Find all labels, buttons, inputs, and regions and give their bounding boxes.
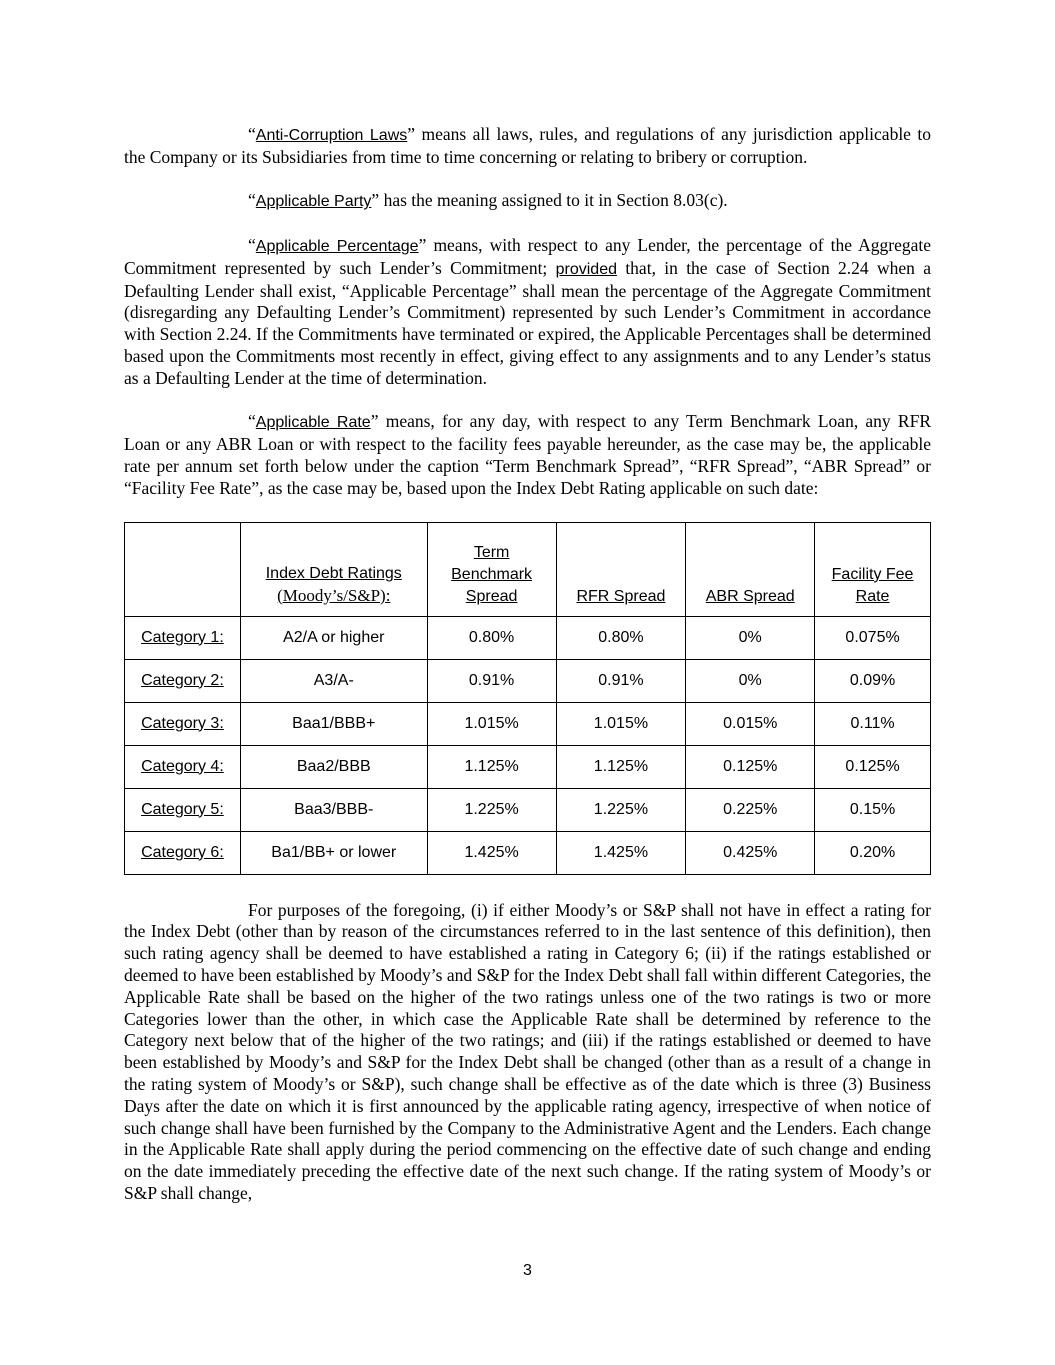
rating-cell: A2/A or higher (240, 616, 427, 659)
header-facility-fee-rate: Facility Fee Rate (815, 522, 931, 616)
rating-cell: A3/A- (240, 659, 427, 702)
abr-spread-cell: 0% (686, 616, 815, 659)
header-rfr-spread: RFR Spread (556, 522, 686, 616)
rfr-spread-cell: 1.225% (556, 788, 686, 831)
abr-spread-cell: 0.015% (686, 702, 815, 745)
rating-cell: Baa1/BBB+ (240, 702, 427, 745)
header-term-benchmark-spread: Term Benchmark Spread (427, 522, 556, 616)
header-abr-spread: ABR Spread (686, 522, 815, 616)
term-benchmark-cell: 0.91% (427, 659, 556, 702)
abr-spread-cell: 0% (686, 659, 815, 702)
facility-fee-cell: 0.11% (815, 702, 931, 745)
abr-spread-cell: 0.425% (686, 831, 815, 874)
category-label: Category 4: (125, 745, 241, 788)
term-benchmark-cell: 1.425% (427, 831, 556, 874)
abr-spread-cell: 0.225% (686, 788, 815, 831)
term-benchmark-cell: 1.225% (427, 788, 556, 831)
rfr-spread-cell: 1.125% (556, 745, 686, 788)
header-blank (125, 522, 241, 616)
term-benchmark-cell: 1.015% (427, 702, 556, 745)
page-content (124, 124, 931, 1205)
definition-anti-corruption-laws: “Anti-Corruption Laws” means all laws, rules, and regulations of any jurisdiction applicable to the Company or its Subsidiaries from time to time concerning or relating to bribery or corruption. (124, 124, 931, 167)
closing-paragraph: For purposes of the foregoing, (i) if either Moody’s or S&P shall not have in effect a rating for the Index Debt (other than by reason of the circumstances referred to in the last sentence of this definition), then such rating agency shall be deemed to have established a rating in Category 6; (ii) if the ratings established or deemed to have been established by Moody’s and S&P for the Index Debt shall fall within different Categories, the Applicable Rate shall be based on the higher of the two ratings unless one of the two ratings is two or more Categories lower than the other, in which case the Applicable Rate shall be determined by reference to the Category next below that of the higher of the two ratings; and (iii) if the ratings established or deemed to have been established by Moody’s and S&P for the Index Debt shall be changed (other than as a result of a change in the rating system of Moody’s or S&P), such change shall be effective as of the date which is three (3) Business Days after the date on which it is first announced by the applicable rating agency, irrespective of when notice of such change shall have been furnished by the Company to the Administrative Agent and the Lenders. Each change in the Applicable Rate shall apply during the period commencing on the effective date of such change and ending on the date immediately preceding the effective date of the next such change. If the rating system of Moody’s or S&P shall change, (124, 899, 931, 1203)
definition-applicable-rate: “Applicable Rate” means, for any day, with respect to any Term Benchmark Loan, any RFR Loan or any ABR Loan or with respect to the facility fees payable hereunder, as the case may be, the applicable rate per annum set forth below under the caption “Term Benchmark Spread”, “RFR Spread”, “ABR Spread” or “Facility Fee Rate”, as the case may be, based upon the Index Debt Rating applicable on such date: (124, 411, 931, 498)
rating-cell: Ba1/BB+ or lower (240, 831, 427, 874)
defined-term: Applicable Percentage (255, 237, 419, 255)
header-index-debt-ratings: Index Debt Ratings (Moody’s/S&P): (240, 522, 427, 616)
table-row (125, 702, 931, 745)
category-label: Category 1: (125, 616, 241, 659)
facility-fee-cell: 0.075% (815, 616, 931, 659)
rfr-spread-cell: 1.425% (556, 831, 686, 874)
abr-spread-cell: 0.125% (686, 745, 815, 788)
category-label: Category 3: (125, 702, 241, 745)
table-row (125, 831, 931, 874)
definition-applicable-percentage: “Applicable Percentage” means, with respect to any Lender, the percentage of the Aggregate Commitment represented by such Lender’s Commitment; provided that, in the case of Section 2.24 when a Defaulting Lender shall exist, “Applicable Percentage” shall mean the percentage of the Aggregate Commitment (disregarding any Defaulting Lender’s Commitment) represented by such Lender’s Commitment in accordance with Section 2.24. If the Commitments have terminated or expired, the Applicable Percentages shall be determined based upon the Commitments most recently in effect, giving effect to any assignments and to any Lender’s status as a Defaulting Lender at the time of determination. (124, 234, 931, 388)
defined-term: Applicable Rate (255, 414, 371, 432)
term-benchmark-cell: 0.80% (427, 616, 556, 659)
defined-term: Anti-Corruption Laws (255, 127, 408, 144)
table-row (125, 659, 931, 702)
rating-cell: Baa2/BBB (240, 745, 427, 788)
facility-fee-cell: 0.15% (815, 788, 931, 831)
table-row (125, 616, 931, 659)
category-label: Category 5: (125, 788, 241, 831)
rating-cell: Baa3/BBB- (240, 788, 427, 831)
rfr-spread-cell: 1.015% (556, 702, 686, 745)
facility-fee-cell: 0.09% (815, 659, 931, 702)
facility-fee-cell: 0.20% (815, 831, 931, 874)
definition-text-continued: that, in the case of Section 2.24 when a Defaulting Lender shall exist, “Applicable Percentage” shall mean the percentage of the Aggregate Commitment (disregarding any Defaulting Lender’s Commitment) represented by such Lender’s Commitment in accordance with Section 2.24. If the Commitments have terminated or expired, the Applicable Percentages shall be determined based upon the Commitments most recently in effect, giving effect to any assignments and to any Lender’s status as a Defaulting Lender at the time of determination. (124, 257, 931, 388)
provided-word: provided (555, 260, 617, 278)
category-label: Category 2: (125, 659, 241, 702)
defined-term: Applicable Party (255, 193, 372, 211)
definition-text: means all laws, rules, and regulations of any jurisdiction applicable to the Company or its Subsidiaries from time to time concerning or relating to bribery or corruption. (124, 124, 931, 167)
rfr-spread-cell: 0.80% (556, 616, 686, 659)
definition-text: means, with respect to any Lender, the percentage of the Aggregate Commitment represented by such Lender’s Commitment; (124, 234, 931, 278)
definition-text: means, for any day, with respect to any Term Benchmark Loan, any RFR Loan or any ABR Loan or with respect to the facility fees payable hereunder, as the case may be, the applicable rate per annum set forth below under the caption “Term Benchmark Spread”, “RFR Spread”, “ABR Spread” or “Facility Fee Rate”, as the case may be, based upon the Index Debt Rating applicable on such date: (124, 411, 931, 498)
definition-text: has the meaning assigned to it in Section 8.03(c). (379, 190, 728, 211)
table-row (125, 745, 931, 788)
page-number: 3 (523, 1262, 532, 1279)
facility-fee-cell: 0.125% (815, 745, 931, 788)
term-benchmark-cell: 1.125% (427, 745, 556, 788)
table-header-row (125, 522, 931, 616)
applicable-rate-table (124, 522, 931, 875)
rfr-spread-cell: 0.91% (556, 659, 686, 702)
category-label: Category 6: (125, 831, 241, 874)
table-row (125, 788, 931, 831)
definition-applicable-party: “Applicable Party” has the meaning assigned to it in Section 8.03(c). (248, 190, 728, 211)
